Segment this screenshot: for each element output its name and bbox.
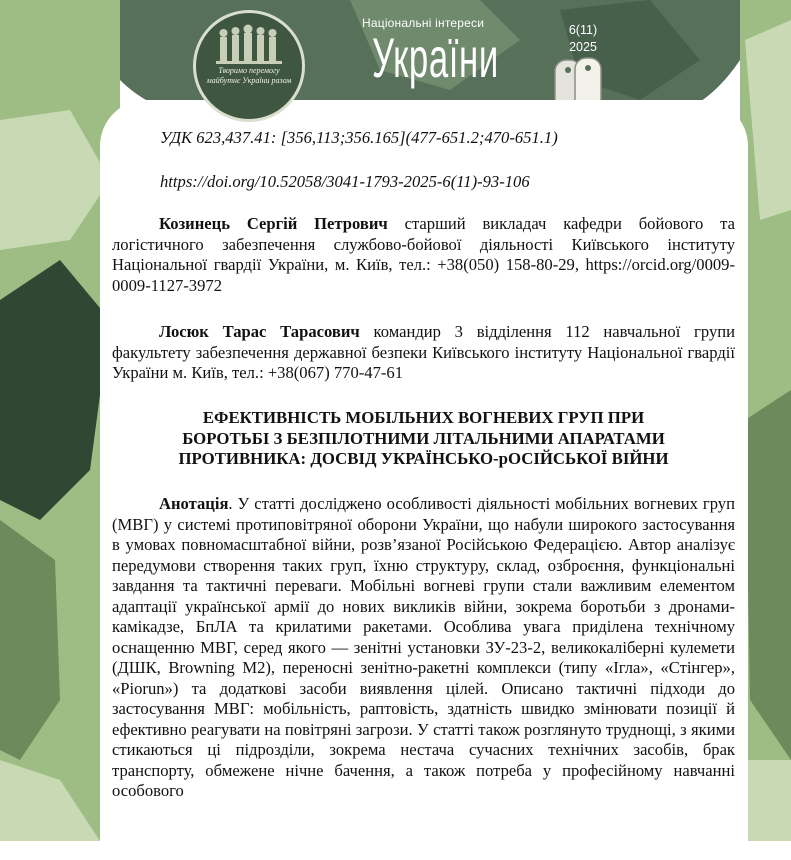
- author-2-name: Лосюк Тарас Тарасович: [159, 322, 360, 341]
- abstract-label: Анотація: [159, 494, 229, 513]
- doi-link[interactable]: https://doi.org/10.52058/3041-1793-2025-6(11)-93-106: [160, 172, 530, 191]
- magazine-title: України: [372, 26, 499, 89]
- abstract-text: . У статті досліджено особливості діяльності мобільних вогневих груп (МВГ) у системі протиповітряної оборони України, що набули широкого застосування в умовах повномасштабної війни, розв’язаної Російською Федерацією. Автор аналізує передумови створення таких груп, їхню структуру, склад, озброєння, функціональні завдання та тактичні переваги. Мобільні вогневі групи стали важливим елементом адаптації української армії до нових викликів війни, зокрема боротьби з дронами-камікадзе, БпЛА та крилатими ракетами. Особлива увага приділена технічному оснащенню МВГ, серед якого — зенітні установки ЗУ-23-2, великокаліберні кулемети (ДШК, Browning M2), переносні зенітно-ракетні комплекси (типу «Ігла», «Стінгер», «Piorun») та додаткові засоби виявлення цілей. Описано тактичні підходи до застосування МВГ: мобільність, раптовість, здатність швидко змінювати позиції й ефективно реагувати на повітряні загрози. У статті також розглянуто труднощі, з якими стикаються ці підрозділи, зокрема нестача сучасних технічних засобів, брак транспорту, обмежене нічне бачення, а також потреба у професійному навчанні особового: [112, 494, 735, 800]
- journal-header: [0, 0, 791, 125]
- issue-year: 2025: [569, 40, 597, 54]
- author-1: [112, 214, 735, 296]
- author-2: [112, 322, 735, 384]
- udc-code: УДК 623,437.41: [356,113;356.165](477-651.2;470-651.1): [160, 128, 558, 147]
- article-title-line-3: ПРОТИВНИКА: ДОСВІД УКРАЇНСЬКО-рОСІЙСЬКОЇ ВІЙНИ: [178, 449, 669, 468]
- magazine-subtitle: Національні інтереси: [362, 16, 485, 30]
- author-1-name: Козинець Сергій Петрович: [159, 214, 388, 233]
- logo-motto: Творимо перемогу майбутнє України разом: [206, 66, 292, 85]
- author-1-info: старший викладач кафедри бойового та логістичного забезпечення службово-бойової діяльності Київського інституту Національної гвардії України, м. Київ, тел.: +38(050) 158-80-29, https://orcid.org/0009-0009-1127-3972: [112, 214, 735, 295]
- issue-number: 6(11): [568, 23, 598, 37]
- issue-info: [555, 22, 611, 56]
- article-title-line-1: ЕФЕКТИВНІСТЬ МОБІЛЬНИХ ВОГНЕВИХ ГРУП ПРИ: [202, 408, 645, 427]
- abstract: [112, 494, 735, 802]
- author-2-info: командир 3 відділення 112 навчальної групи факультету забезпечення державної безпеки Київського інституту Національної гвардії України м. Київ, тел.: +38(067) 770-47-61: [112, 322, 735, 382]
- article-title: [112, 408, 735, 470]
- article-title-line-2: БОРОТЬБІ З БЕЗПІЛОТНИМИ ЛІТАЛЬНИМИ АПАРАТАМИ: [182, 428, 665, 448]
